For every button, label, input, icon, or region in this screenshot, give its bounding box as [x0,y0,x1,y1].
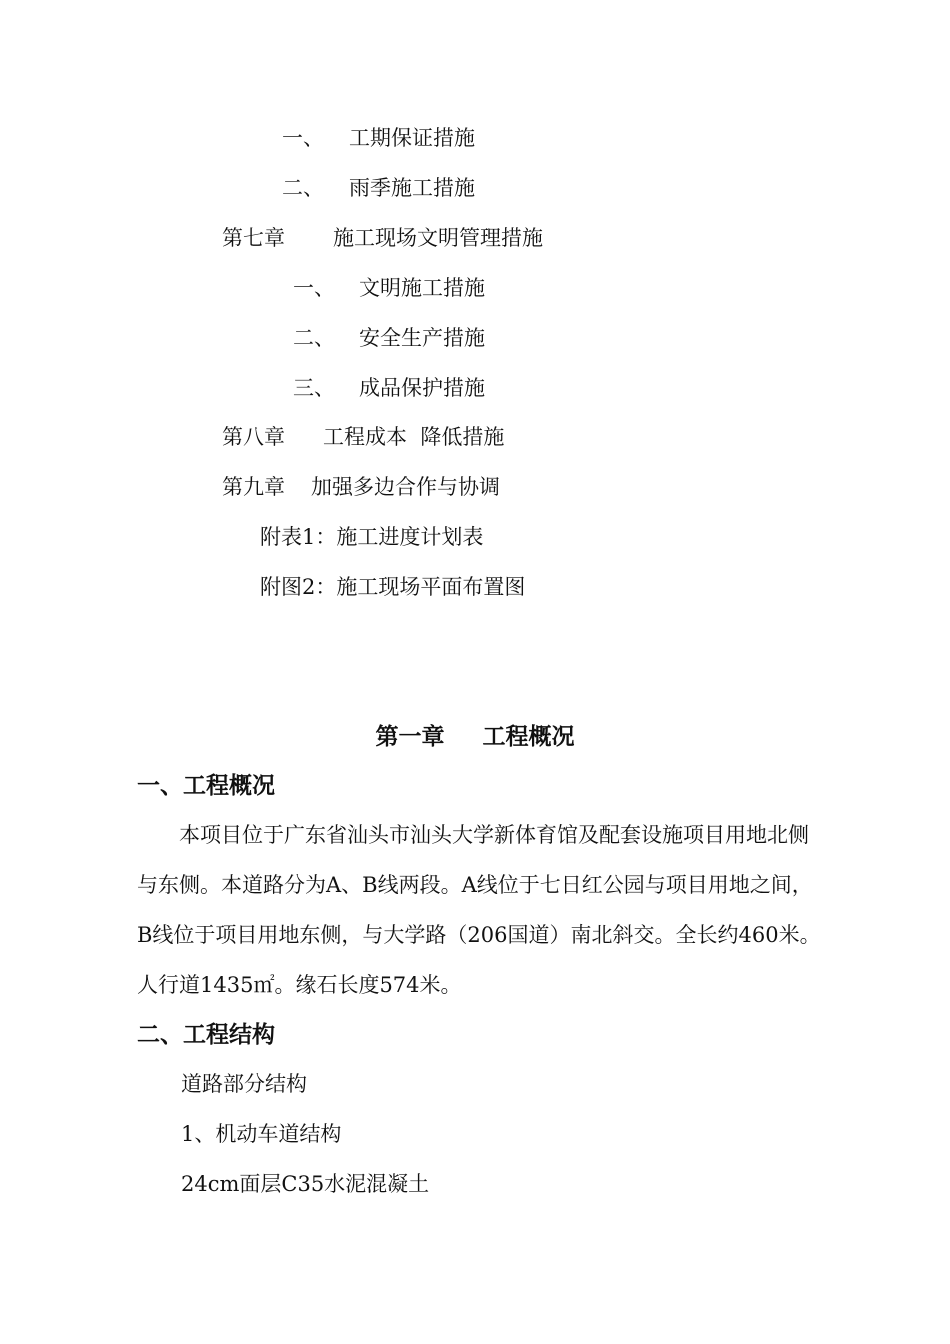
toc-item [222,422,504,452]
body-line: 1、机动车道结构 [181,1122,342,1146]
toc-item [282,123,475,153]
toc-item [260,522,483,552]
toc-item-number: 一、 [282,126,324,150]
toc-item-title: 文明施工措施 [359,276,485,300]
toc-item-title: 附图2：施工现场平面布置图 [260,575,526,599]
toc-item-title: 成品保护措施 [359,376,485,400]
toc-item-number: 一、 [293,276,335,300]
body-line: 道路部分结构 [181,1072,307,1096]
toc-item-number: 三、 [293,376,335,400]
toc-item [222,223,543,253]
toc-item [293,273,485,303]
body-line: 24cm面层C35水泥混凝土 [181,1172,430,1196]
section-heading: 二、工程结构 [137,1022,275,1048]
chapter-title [0,721,950,753]
toc-item-number: 第七章 [222,226,285,250]
toc-item [222,472,500,502]
paragraph-line: B线位于项目用地东侧，与大学路（206国道）南北斜交。全长约460米。 [137,923,821,947]
toc-item-title: 施工现场文明管理措施 [333,226,543,250]
toc-item [293,373,485,403]
toc-item-title: 安全生产措施 [359,326,485,350]
toc-item-number: 二、 [282,176,324,200]
toc-item-number: 第八章 [222,425,285,449]
toc-item-title: 加强多边合作与协调 [311,475,500,499]
paragraph-line: 与东侧。本道路分为A、B线两段。A线位于七日红公园与项目用地之间， [137,873,813,897]
section-paragraph [137,810,877,1010]
chapter-name: 工程概况 [482,724,575,750]
toc-item-number: 第九章 [222,475,285,499]
toc-item-title: 工程成本 降低措施 [323,425,505,449]
toc-item-title: 工期保证措施 [349,126,475,150]
toc-item-title: 附表1：施工进度计划表 [260,525,484,549]
toc-item-title: 雨季施工措施 [349,176,475,200]
toc-item [260,572,525,602]
toc-item [282,173,475,203]
toc-item-number: 二、 [293,326,335,350]
paragraph-line: 人行道1435㎡。缘石长度574米。 [137,973,462,997]
section-heading: 一、工程概况 [137,773,275,799]
paragraph-line: 本项目位于广东省汕头市汕头大学新体育馆及配套设施项目用地北侧 [179,823,809,847]
toc-item [293,323,485,353]
chapter-number: 第一章 [375,724,445,750]
